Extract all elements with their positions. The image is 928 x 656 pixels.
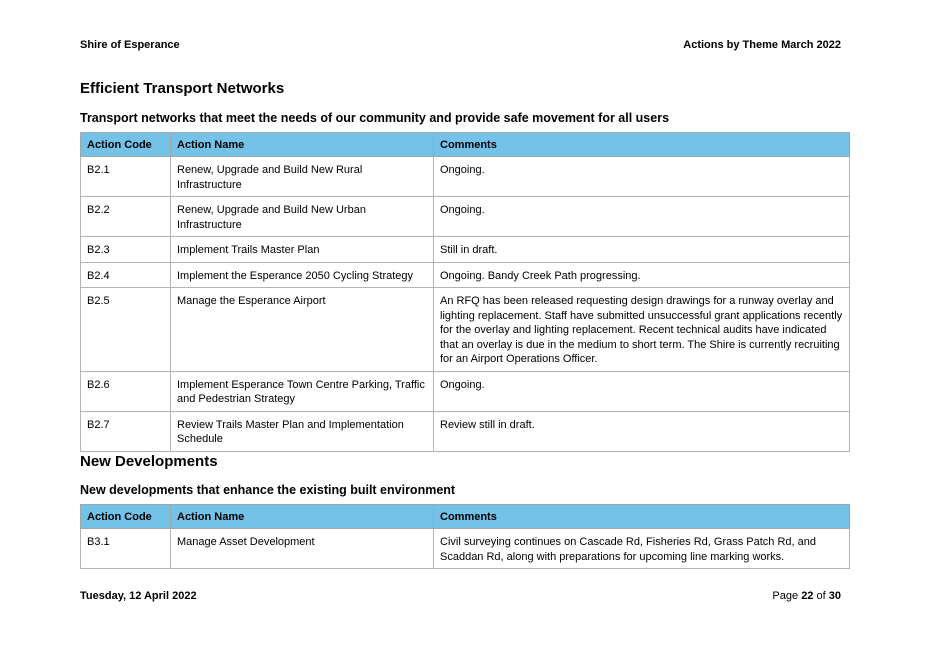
comment-cell: An RFQ has been released requesting design drawings for a runway overlay and lighting replacement. Staff have submitted unsuccessful grant applications recently for the overlay and lighting replacement. Recent technical audits have indicated that an overlay is due in the medium to short term. The Shire is currently recruiting for an Airport Operations Officer.: [434, 288, 850, 372]
header-document-title: Actions by Theme March 2022: [683, 39, 841, 51]
table-row: [81, 371, 850, 411]
table-header-row: [81, 505, 850, 529]
page-label: Page: [772, 590, 799, 602]
action-name-cell: Manage the Esperance Airport: [171, 288, 434, 372]
current-page: 22: [801, 590, 814, 602]
footer-page-number: [772, 590, 841, 602]
column-header-action-name: Action Name: [171, 505, 434, 529]
page-of-label: of: [816, 590, 826, 602]
comment-cell: Ongoing.: [434, 197, 850, 237]
action-name-cell: Renew, Upgrade and Build New Rural Infrastructure: [171, 157, 434, 197]
transport-actions-table: [80, 132, 850, 452]
column-header-action-code: Action Code: [81, 505, 171, 529]
action-name-cell: Implement Esperance Town Centre Parking, Traffic and Pedestrian Strategy: [171, 371, 434, 411]
section-subtitle-transport: Transport networks that meet the needs of our community and provide safe movement for all users: [80, 111, 670, 125]
action-code-cell: B2.6: [81, 371, 171, 411]
table-row: [81, 157, 850, 197]
table-row: [81, 262, 850, 288]
section-title-transport: Efficient Transport Networks: [80, 80, 285, 97]
action-name-cell: Manage Asset Development: [171, 529, 434, 569]
action-code-cell: B2.2: [81, 197, 171, 237]
column-header-comments: Comments: [434, 505, 850, 529]
comment-cell: Civil surveying continues on Cascade Rd, Fisheries Rd, Grass Patch Rd, and Scaddan Rd, along with preparations for upcoming line marking works.: [434, 529, 850, 569]
action-code-cell: B2.5: [81, 288, 171, 372]
table-row: [81, 197, 850, 237]
column-header-comments: Comments: [434, 133, 850, 157]
action-code-cell: B2.4: [81, 262, 171, 288]
table-header-row: [81, 133, 850, 157]
comment-cell: Ongoing. Bandy Creek Path progressing.: [434, 262, 850, 288]
action-code-cell: B2.1: [81, 157, 171, 197]
table-row: [81, 288, 850, 372]
table-row: [81, 529, 850, 569]
comment-cell: Still in draft.: [434, 237, 850, 263]
column-header-action-name: Action Name: [171, 133, 434, 157]
action-name-cell: Implement the Esperance 2050 Cycling Strategy: [171, 262, 434, 288]
column-header-action-code: Action Code: [81, 133, 171, 157]
action-code-cell: B3.1: [81, 529, 171, 569]
section-subtitle-developments: New developments that enhance the existing built environment: [80, 483, 456, 497]
action-name-cell: Implement Trails Master Plan: [171, 237, 434, 263]
table-row: [81, 237, 850, 263]
footer-date: Tuesday, 12 April 2022: [80, 590, 197, 602]
action-name-cell: Renew, Upgrade and Build New Urban Infrastructure: [171, 197, 434, 237]
action-name-cell: Review Trails Master Plan and Implementation Schedule: [171, 411, 434, 451]
comment-cell: Review still in draft.: [434, 411, 850, 451]
action-code-cell: B2.7: [81, 411, 171, 451]
header-organization: Shire of Esperance: [80, 39, 180, 51]
total-pages: 30: [828, 590, 841, 602]
section-title-developments: New Developments: [80, 453, 218, 470]
table-row: [81, 411, 850, 451]
comment-cell: Ongoing.: [434, 371, 850, 411]
action-code-cell: B2.3: [81, 237, 171, 263]
comment-cell: Ongoing.: [434, 157, 850, 197]
developments-actions-table: [80, 504, 850, 569]
